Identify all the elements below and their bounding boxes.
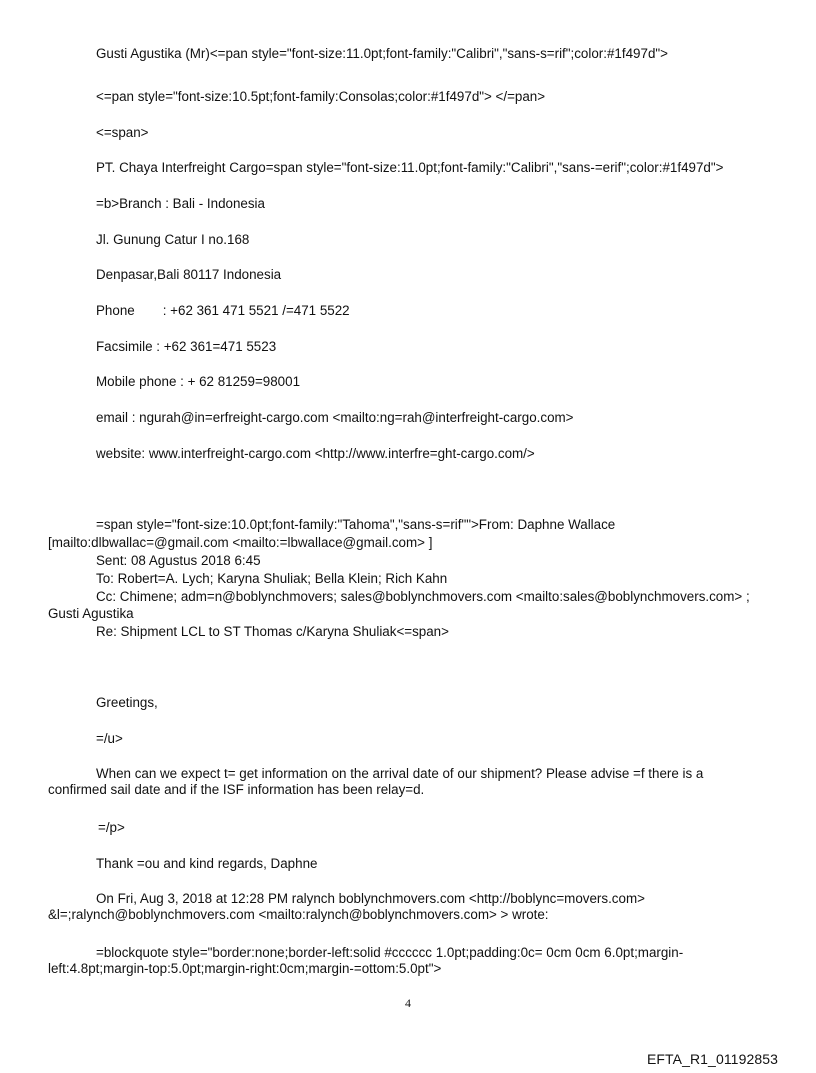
signature-mobile: Mobile phone : + 62 81259=98001: [96, 374, 301, 389]
signature-address-street: Jl. Gunung Catur I no.168: [96, 232, 250, 247]
signature-facsimile: Facsimile : +62 361=471 5523: [96, 339, 277, 354]
quote-intro: On Fri, Aug 3, 2018 at 12:28 PM ralynch boblynchmovers.com <http://boblync=movers.com> &l=;ralynch@boblynchmovers.com <mailto:ralynch@boblynchmovers.com> > wrote:: [48, 891, 645, 923]
signature-span-close: <=span>: [96, 125, 149, 140]
body-paragraph: When can we expect t= get information on the arrival date of our shipment? Please advise =f there is a confirmed sail date and if the ISF information has been relay=d.: [48, 766, 704, 798]
signature-website: website: www.interfreight-cargo.com <http://www.interfre=ght-cargo.com/>: [96, 446, 535, 461]
phone-value: : +62 361 471 5521 /=471 5522: [162, 303, 350, 318]
signature-name-line: Gusti Agustika (Mr)<=pan style="font-size:11.0pt;font-family:"Calibri","sans-s=rif";color:#1f497d">: [96, 46, 668, 61]
u-tag-line: =/u>: [96, 731, 123, 746]
greeting: Greetings,: [96, 695, 158, 710]
signature-branch: =b>Branch : Bali - Indonesia: [96, 196, 265, 211]
sent-line: Sent: 08 Agustus 2018 6:45: [96, 553, 261, 568]
subject-line: Re: Shipment LCL to ST Thomas c/Karyna Shuliak<=span>: [96, 624, 449, 639]
signature-email: email : ngurah@in=erfreight-cargo.com <mailto:ng=rah@interfreight-cargo.com>: [96, 410, 574, 425]
to-line: To: Robert=A. Lych; Karyna Shuliak; Bella Klein; Rich Kahn: [96, 571, 448, 586]
page-number: 4: [405, 996, 411, 1010]
signature-phone: [96, 303, 350, 319]
blockquote-tag: =blockquote style="border:none;border-left:solid #cccccc 1.0pt;padding:0c= 0cm 0cm 6.0pt;margin-left:4.8pt;margin-top:5.0pt;margin-right:0cm;margin-=ottom:5.0pt">: [48, 945, 684, 977]
phone-label: Phone: [96, 303, 135, 318]
signature-address-city: Denpasar,Bali 80117 Indonesia: [96, 267, 282, 282]
p-tag-line: =/p>: [98, 820, 125, 835]
signature-span-line: <=pan style="font-size:10.5pt;font-family:Consolas;color:#1f497d"> </=pan>: [96, 89, 546, 104]
thanks-line: Thank =ou and kind regards, Daphne: [96, 856, 318, 871]
signature-company: PT. Chaya Interfreight Cargo=span style="font-size:11.0pt;font-family:"Calibri","sans-=erif";color:#1f497d">: [96, 160, 724, 175]
cc-line: Cc: Chimene; adm=n@boblynchmovers; sales@boblynchmovers.com <mailto:sales@boblynchmovers.com> ;: [96, 589, 750, 604]
from-mailto-line: [mailto:dlbwallac=@gmail.com <mailto:=lbwallace@gmail.com> ]: [48, 535, 433, 550]
from-line: =span style="font-size:10.0pt;font-family:"Tahoma","sans-s=rif"">From: Daphne Wallace: [96, 517, 616, 532]
cc-continuation: Gusti Agustika: [48, 606, 134, 621]
document-id-footer: EFTA_R1_01192853: [646, 1051, 778, 1067]
